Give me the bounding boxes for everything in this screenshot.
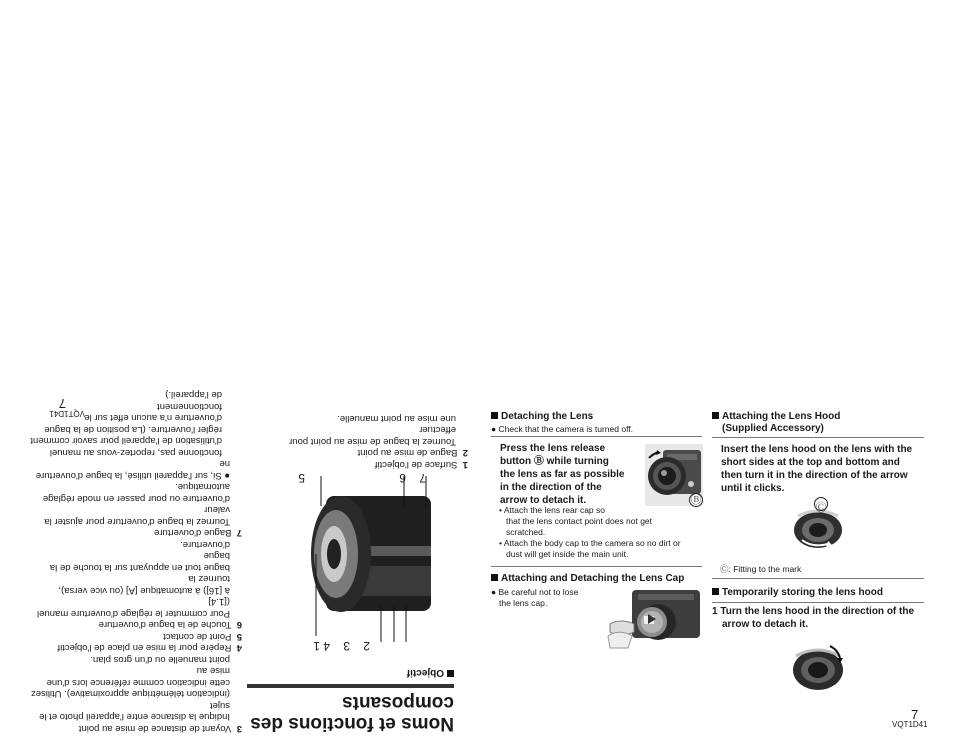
detaching-lens-notes: • Attach the lens rear cap so that the lens contact point does not get scratched. • Attach the body cap to the camera so no dirt or dust will get inside the main unit. <box>499 505 681 559</box>
detaching-lens-bullet: ● Check that the camera is turned off. <box>491 424 633 434</box>
fr-page-code: VQT1D41 <box>49 409 85 418</box>
lens-hood-caption: Ⓒ: Fitting to the mark <box>720 564 802 574</box>
fr-title: Noms et fonctions des composants <box>250 692 454 734</box>
lens-cap-heading: Attaching and Detaching the Lens Cap <box>491 573 684 585</box>
temp-store-heading: Temporarily storing the lens hood <box>712 587 883 599</box>
lens-cap-bullet: ● Be careful not to lose the lens cap. <box>491 587 579 608</box>
temp-store-step: 1 Turn the lens hood in the direction of the arrow to detach it. <box>712 606 915 630</box>
fr-page-number: 7 <box>58 396 66 411</box>
fr-diagram-label-1: 1 <box>313 639 320 653</box>
fr-lens-diagram <box>291 461 466 666</box>
page-code: VQT1D41 <box>892 720 928 729</box>
detaching-lens-instruction: Press the lens release button Ⓑ while turning the lens as far as possible in the direction of the arrow to detach it. <box>500 443 625 506</box>
lens-hood-heading: Attaching the Lens Hood (Supplied Accessory) <box>712 411 840 435</box>
fr-diagram-label-7: 7 <box>419 471 426 485</box>
fr-diagram-label-2: 2 <box>363 639 370 653</box>
fr-diagram-label-4: 4 <box>323 639 330 653</box>
callout-c-badge: Ⓒ <box>814 497 828 511</box>
fr-col2: 3 Voyant de distance de mise au point Indique la distance entre l'appareil photo et le sujet (indication télémétrique approximative). Utilisez cette indication comme référence lors d'une mise au point manuelle ou d'un gros plan. 4 Repère pour la mise en place de l'objectif 5 Point de contact 6 Touche de la bague d'ouverture Pour commuter le réglage d'ouverture manuel ([1.4] à [16]) à automatique [A] (ou vice versa), tournez la bague tout en appuyant sur la touche de la bague d'ouverture. 7 Bague d'ouverture Tournez la bague d'ouverture pour ajuster la valeur d'ouverture ou pour passer en mode réglage automatique. ● Si, sur l'appareil utilisé, la bague d'ouverture ne fonctionne pas, reportez-vous au manuel d'utilisation de l'appareil pour savoir comment régler l'ouverture. (La position de la bague d'ouverture n'a aucun effet sur le fonctionnement de l'appareil.) <box>30 389 242 734</box>
fr-col1: 1 Surface de l'objectif 2 Bague de mise au point Tournez la bague de mise au point pour effectuer une mise au point manuelle. <box>289 413 468 470</box>
page-number: 7 <box>911 707 919 722</box>
fr-section: Objectif <box>407 667 454 678</box>
detaching-lens-heading: Detaching the Lens <box>491 411 593 423</box>
fr-diagram-label-6: 6 <box>399 471 406 485</box>
fr-diagram-label-3: 3 <box>343 639 350 653</box>
fr-diagram-label-5: 5 <box>298 471 305 485</box>
lens-hood-instruction: Insert the lens hood on the lens with the short sides at the top and bottom and then turn it in the direction of the arrow until it clicks. <box>721 444 913 494</box>
callout-b-badge: Ⓑ <box>690 494 702 506</box>
